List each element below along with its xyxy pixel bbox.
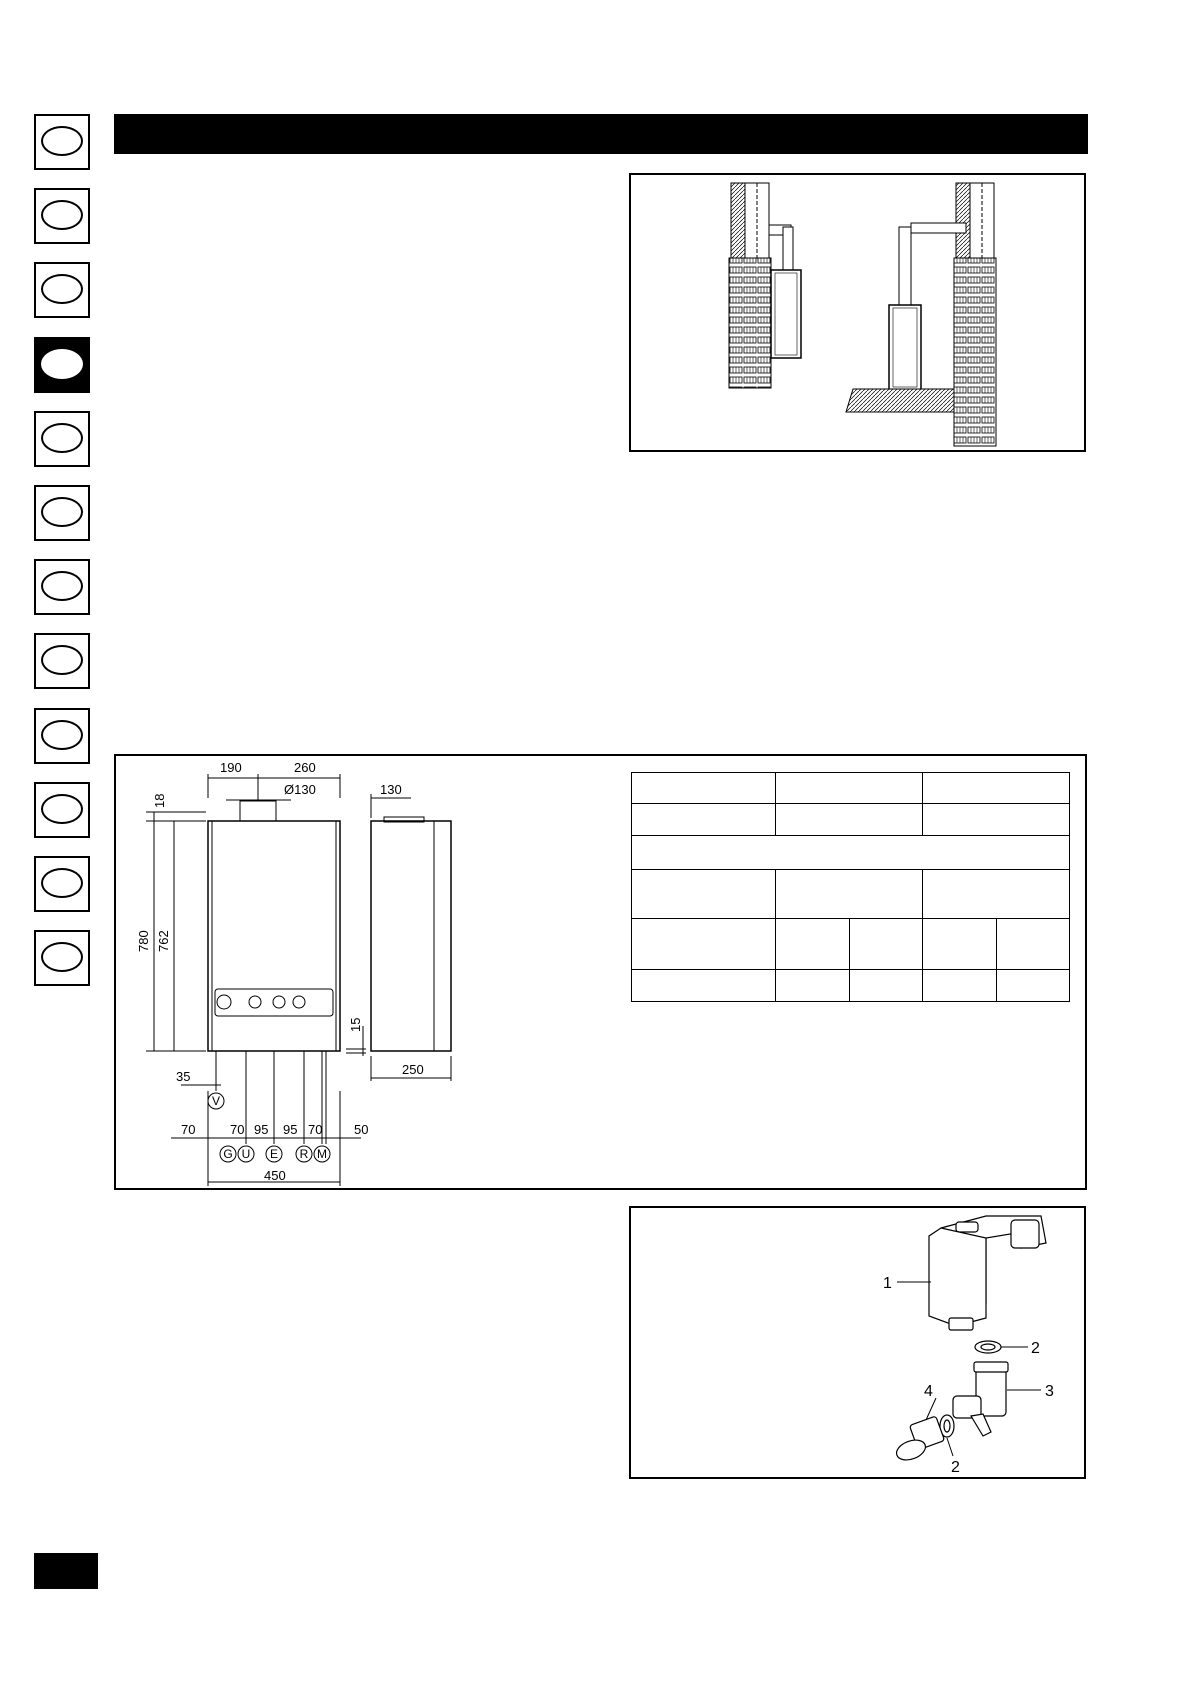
- table-row: [632, 970, 1070, 1002]
- specification-table: [631, 772, 1070, 1002]
- dim-bottom-offset: 15: [348, 1017, 363, 1032]
- dim-conn-spacing-3: 95: [254, 1122, 269, 1137]
- installation-figure: [629, 173, 1086, 452]
- table-row: [632, 870, 1070, 919]
- table-row: [632, 804, 1070, 836]
- valve-label: V: [211, 1094, 221, 1108]
- language-flag-icon: [41, 200, 83, 230]
- installation-illustration: [631, 175, 1084, 450]
- parts-figure: [629, 1206, 1086, 1479]
- dim-conn-spacing-1: 70: [181, 1122, 196, 1137]
- language-flag-icon: [41, 349, 83, 379]
- dim-conn-spacing-4: 95: [283, 1122, 298, 1137]
- language-tab[interactable]: [34, 337, 90, 393]
- dim-conn-spacing-2: 70: [230, 1122, 245, 1137]
- language-tab[interactable]: [34, 633, 90, 689]
- language-flag-icon: [41, 942, 83, 972]
- language-tab[interactable]: [34, 708, 90, 764]
- language-flag-icon: [41, 497, 83, 527]
- parts-illustration: [631, 1208, 1084, 1477]
- dim-conn-spacing-5: 70: [308, 1122, 323, 1137]
- connection-label: U: [241, 1147, 251, 1161]
- section-header-bar: [114, 114, 1088, 154]
- dim-width-left: 190: [220, 760, 242, 775]
- table-row: [632, 919, 1070, 970]
- connection-label: R: [299, 1147, 309, 1161]
- dim-top-offset: 18: [152, 793, 167, 808]
- language-tab[interactable]: [34, 262, 90, 318]
- part-label: 4: [924, 1383, 933, 1400]
- table-row: [632, 836, 1070, 870]
- dim-flue-diameter: Ø130: [284, 782, 316, 797]
- language-flag-icon: [41, 868, 83, 898]
- language-tab[interactable]: [34, 930, 90, 986]
- language-tab[interactable]: [34, 188, 90, 244]
- language-flag-icon: [41, 274, 83, 304]
- language-flag-icon: [41, 794, 83, 824]
- part-label: 2: [951, 1459, 960, 1476]
- part-label: 3: [1045, 1383, 1054, 1400]
- language-tab[interactable]: [34, 782, 90, 838]
- language-tab[interactable]: [34, 411, 90, 467]
- dim-side-depth: 250: [402, 1062, 424, 1077]
- language-tab[interactable]: [34, 856, 90, 912]
- connection-label: E: [269, 1147, 279, 1161]
- dim-width-right: 260: [294, 760, 316, 775]
- language-flag-icon: [41, 720, 83, 750]
- connection-label: G: [223, 1147, 233, 1161]
- page-number-block: [34, 1553, 98, 1589]
- part-label: 2: [1031, 1340, 1040, 1357]
- language-flag-icon: [41, 571, 83, 601]
- connection-label: M: [317, 1147, 327, 1161]
- language-flag-icon: [41, 645, 83, 675]
- dim-v-offset: 35: [176, 1069, 191, 1084]
- dim-body-height: 762: [156, 930, 171, 952]
- language-tab[interactable]: [34, 559, 90, 615]
- language-flag-icon: [41, 423, 83, 453]
- dim-conn-spacing-6: 50: [354, 1122, 369, 1137]
- language-flag-icon: [41, 126, 83, 156]
- table-row: [632, 773, 1070, 804]
- language-tab[interactable]: [34, 485, 90, 541]
- language-tab[interactable]: [34, 114, 90, 170]
- dim-total-height: 780: [136, 930, 151, 952]
- dim-total-width: 450: [264, 1168, 286, 1183]
- part-label: 1: [883, 1275, 892, 1292]
- dim-side-depth-top: 130: [380, 782, 402, 797]
